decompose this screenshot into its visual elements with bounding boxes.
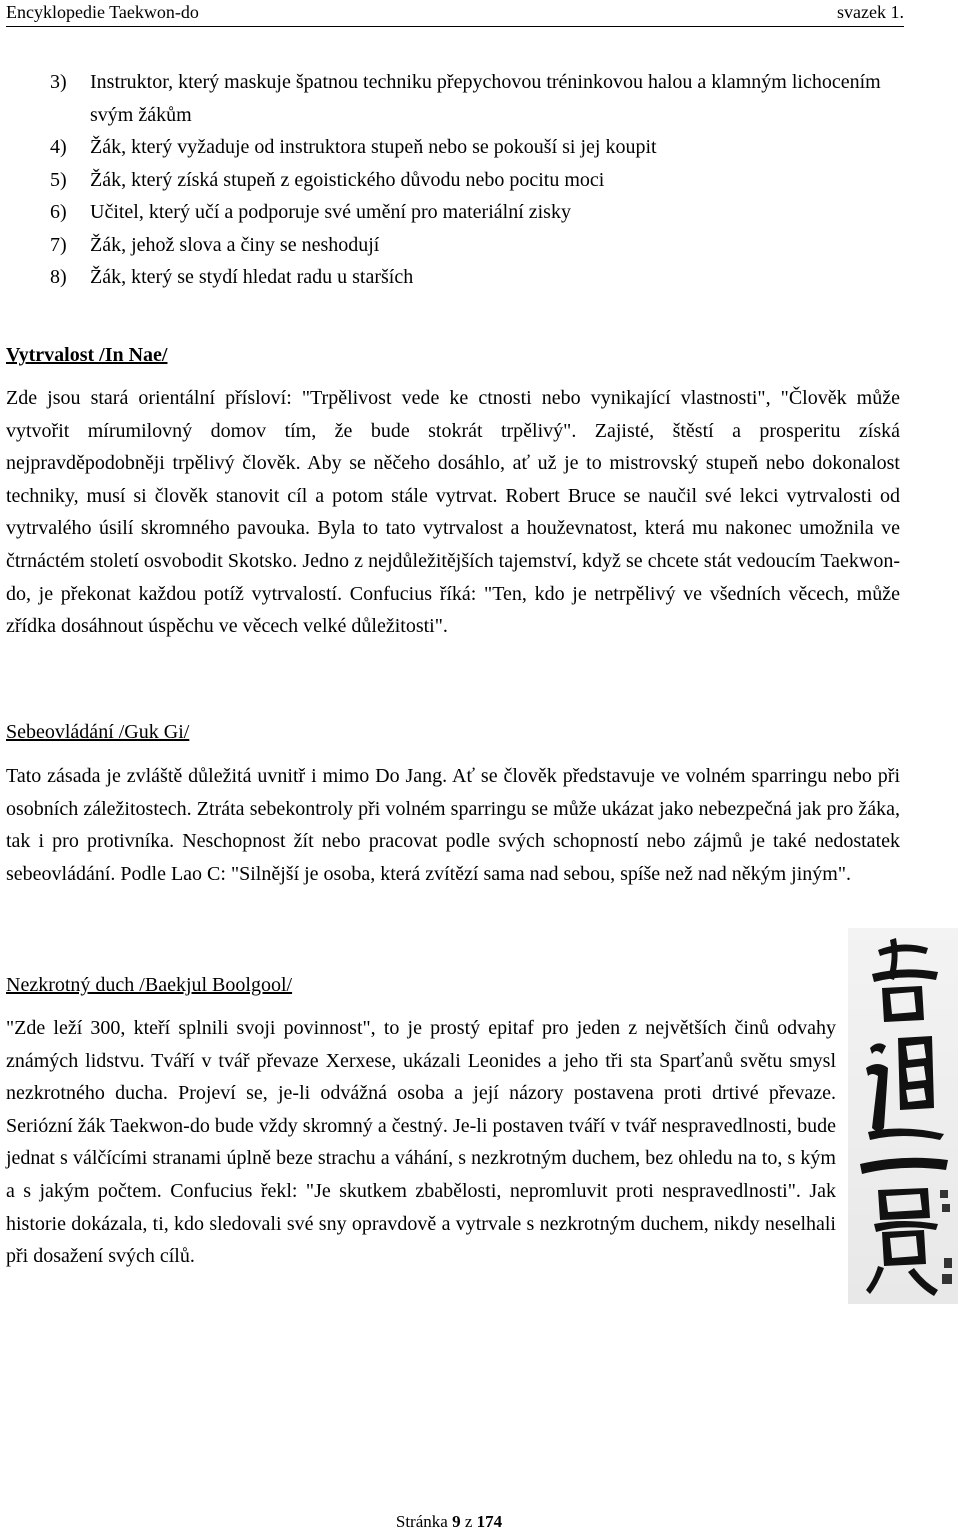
list-text: Žák, jehož slova a činy se neshodují bbox=[90, 233, 380, 256]
list-item bbox=[50, 164, 910, 197]
section-text-nezkrotny-duch: "Zde leží 300, kteří splnili svoji povinnost", to je prostý epitaf pro jeden z největších činů odvahy známých lidstvu. Tváří v tvář převaze Xerxese, ukázali Leonides a jeho tři sta Sparťanů světu smysl nezkrotného ducha. Projeví se, je-li odvážná osoba a její názory postavena proti drtivé převaze. Seriózní žák Taekwon-do bude vždy skromný a čestný. Je-li postaven tváří v tvář nespravedlnosti, bude jednat s válčícími stranami úplně beze strachu a váhání, s nezkrotným duchem, bez ohledu na to, s kým a s jakým počtem. Confucius řekl: "Je skutkem zbabělosti, nepromluvit proti nespravedlnosti". Jak historie dokázala, ti, kdo sledovali své sny opravdově a vytrvale s nezkrotným duchem, nikdy neselhali při dosažení svých cílů. bbox=[6, 1017, 836, 1268]
page-footer bbox=[0, 1512, 898, 1532]
section-heading-vytrvalost: Vytrvalost /In Nae/ bbox=[6, 344, 168, 366]
list-item bbox=[50, 131, 910, 164]
numbered-list bbox=[50, 66, 910, 294]
footer-total-pages: 174 bbox=[476, 1512, 503, 1531]
list-number: 4) bbox=[50, 136, 67, 158]
document-title: Encyklopedie Taekwon-do bbox=[6, 2, 199, 22]
section-heading-sebeovladani: Sebeovládání /Guk Gi/ bbox=[6, 721, 190, 743]
page-header bbox=[6, 0, 904, 27]
list-text: Žák, který získá stupeň z egoistického důvodu nebo pocitu moci bbox=[90, 168, 605, 191]
section-heading-nezkrotny-duch: Nezkrotný duch /Baekjul Boolgool/ bbox=[6, 974, 293, 996]
list-number: 6) bbox=[50, 201, 67, 223]
list-text: Žák, který vyžaduje od instruktora stupeň nebo se pokouší si jej koupit bbox=[90, 136, 657, 158]
list-number: 5) bbox=[50, 168, 67, 191]
list-item bbox=[50, 261, 910, 294]
calligraphy-image bbox=[848, 928, 958, 1304]
footer-prefix: Stránka bbox=[395, 1512, 448, 1531]
section-text-vytrvalost: Zde jsou stará orientální přísloví: "Trpělivost vede ke ctnosti nebo vynikající vlastnosti", "Člověk může vytvořit mírumilovný domov tím, že bude stokrát trpělivý". Zajisté, štěstí a prosperitu získá nejpravděpodobněji trpělivý člověk. Aby se něčeho dosáhlo, ať už je to mistrovský stupeň nebo dokonalost techniky, musí si člověk stanovit cíl a potom stále vytrvat. Robert Bruce se naučil své lekci vytrvalosti od vytrvalého úsilí skromného pavouka. Byla to tato vytrvalost a houževnatost, která mu nakonec umožnila ve čtrnáctém století osvobodit Skotsko. Jedno z nejdůležitějších tajemství, když se chcete stát vedoucím Taekwon-do, je překonat každou potíž vytrvalostí. Confucius říká: "Ten, kdo je netrpělivý ve všedních věcech, může zřídka dosáhnout úspěchu ve věcech velké důležitosti". bbox=[6, 387, 900, 638]
volume-label: svazek 1. bbox=[837, 2, 904, 22]
footer-separator: z bbox=[464, 1512, 473, 1531]
list-number: 7) bbox=[50, 233, 67, 256]
list-item bbox=[50, 66, 910, 131]
list-number: 3) bbox=[50, 71, 67, 93]
list-number: 8) bbox=[50, 266, 67, 288]
list-text: Učitel, který učí a podporuje své umění pro materiální zisky bbox=[90, 201, 571, 223]
section-text-sebeovladani: Tato zásada je zvláště důležitá uvnitř i mimo Do Jang. Ať se člověk představuje ve volném sparringu nebo při osobních záležitostech. Ztráta sebekontroly při volném sparringu se může ukázat jako nebezpečná jak pro žáka, tak i pro protivníka. Neschopnost žít nebo pracovat podle svých schopností nebo zájmů je také nedostatek sebeovládání. Podle Lao C: "Silnější je osoba, která zvítězí sama nad sebou, spíše než nad někým jiným". bbox=[6, 765, 900, 885]
list-item bbox=[50, 196, 910, 229]
list-item bbox=[50, 229, 910, 262]
list-text: Instruktor, který maskuje špatnou techniku přepychovou tréninkovou halou a klamným lichocením svým žákům bbox=[90, 71, 881, 126]
footer-page-number: 9 bbox=[452, 1512, 461, 1531]
calligraphy-brush-strokes bbox=[848, 928, 958, 1304]
list-text: Žák, který se stydí hledat radu u starších bbox=[90, 266, 414, 288]
